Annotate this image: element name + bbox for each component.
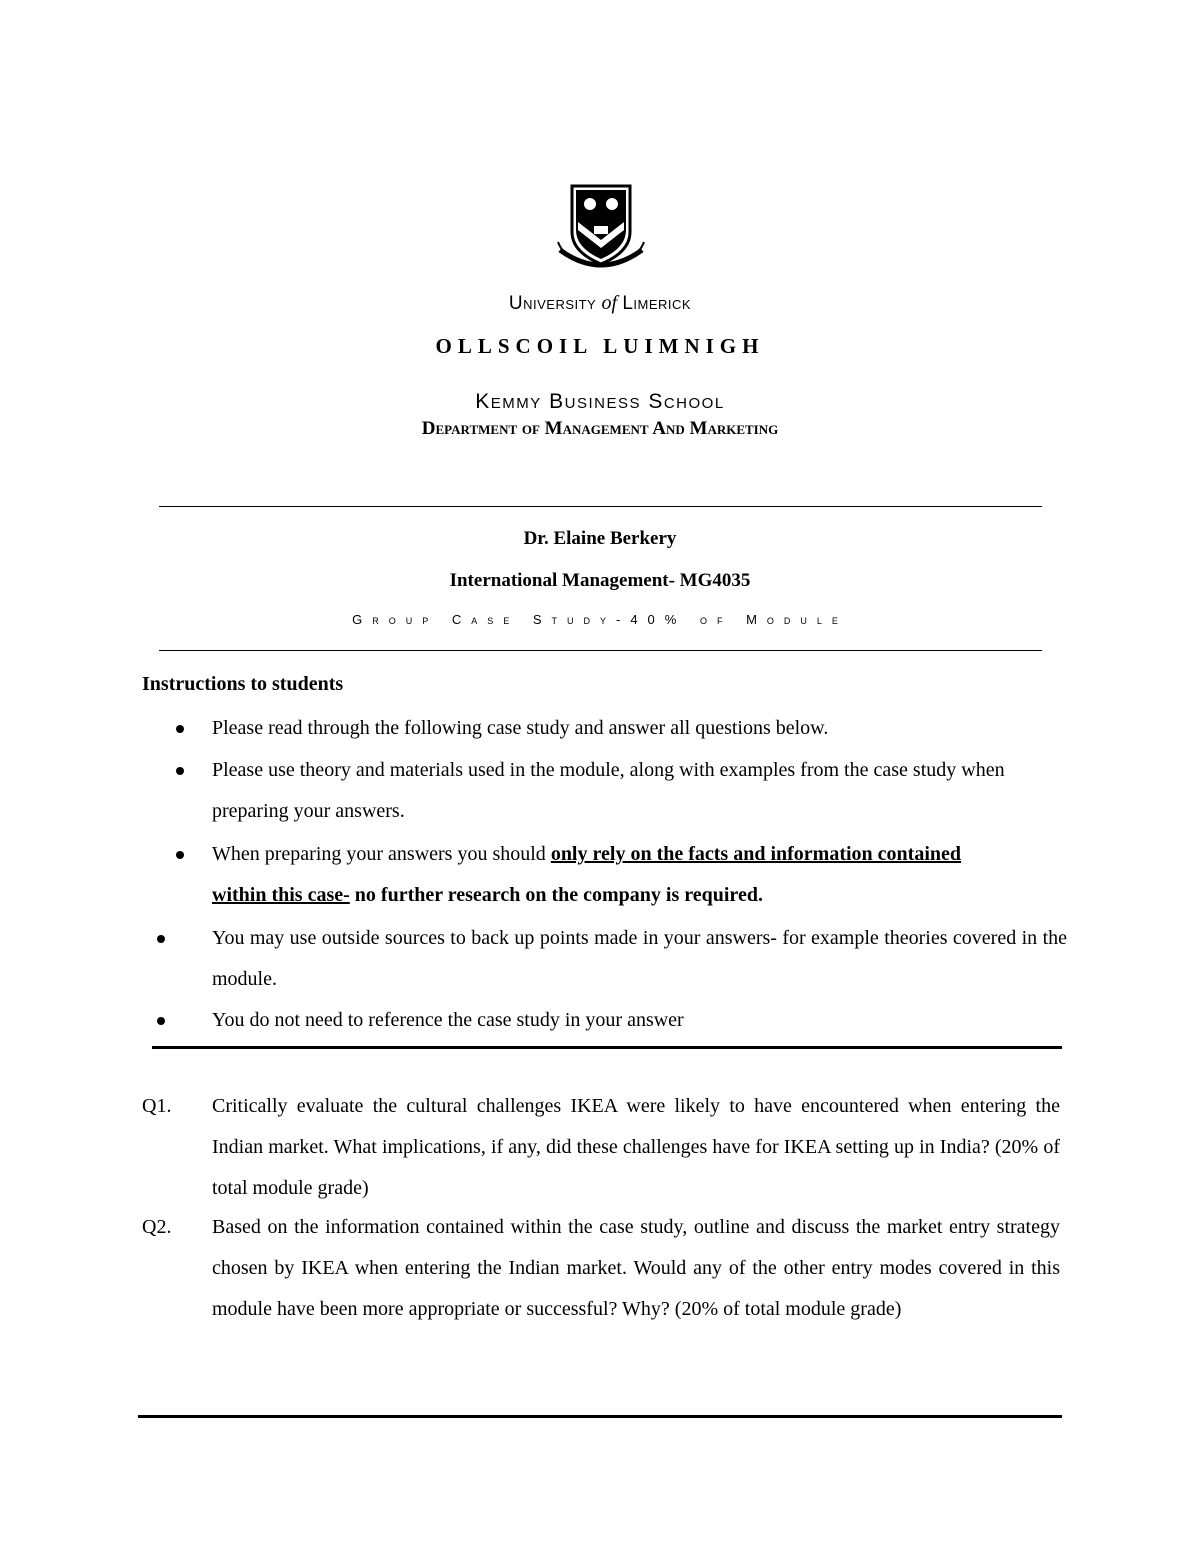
bullet-icon [157, 1017, 165, 1025]
instruction-item: Please use theory and materials used in the module, along with examples from the case study when preparing your answers. [212, 759, 1005, 822]
instruction-item [212, 834, 1012, 916]
divider-bottom [159, 650, 1042, 651]
bullet-icon [176, 851, 184, 859]
instruction-item: You do not need to reference the case study in your answer [212, 1009, 684, 1031]
bullet-icon [176, 725, 184, 733]
bullet-icon [176, 767, 184, 775]
university-name [0, 292, 1200, 315]
instructions-heading: Instructions to students [142, 673, 344, 695]
university-of: of [601, 292, 618, 314]
instruction-text: When preparing your answers you should [212, 843, 546, 865]
school-name: Kemmy Business School [475, 390, 725, 413]
question-text: Critically evaluate the cultural challenges IKEA were likely to have encountered when entering the Indian market. What implications, if any, did these challenges have for IKEA setting up in India? (20% of total module grade) [212, 1095, 1060, 1199]
instruction-item: Please read through the following case study and answer all questions below. [212, 717, 829, 739]
question-label: Q1. [142, 1095, 172, 1117]
limerick-word: Limerick [622, 293, 692, 314]
divider-top [159, 506, 1042, 507]
university-crest-icon [556, 180, 646, 275]
irish-name: OLLSCOIL LUIMNIGH [435, 334, 765, 358]
section-divider [152, 1046, 1062, 1049]
question-text: Based on the information contained within the case study, outline and discuss the market entry strategy chosen by IKEA when entering the Indian market. Would any of the other entry modes covered in this module have been more appropriate or successful? Why? (20% of total module grade) [212, 1216, 1060, 1320]
university-word: University [508, 293, 597, 314]
question-label: Q2. [142, 1216, 172, 1238]
instruction-item: You may use outside sources to back up points made in your answers- for example theories covered in the module. [212, 927, 1067, 990]
lecturer-name: Dr. Elaine Berkery [523, 528, 677, 549]
instruction-bold: no further research on the company is required. [354, 884, 763, 906]
department-name: Department of Management And Marketing [421, 418, 779, 439]
assessment-weighting: Group Case Study-40% of Module [352, 612, 848, 627]
end-divider [138, 1415, 1062, 1418]
bullet-icon [157, 935, 165, 943]
module-title: International Management- MG4035 [449, 570, 751, 591]
instruction-emphasis: only rely on the facts and information contained within this case- [212, 843, 962, 906]
